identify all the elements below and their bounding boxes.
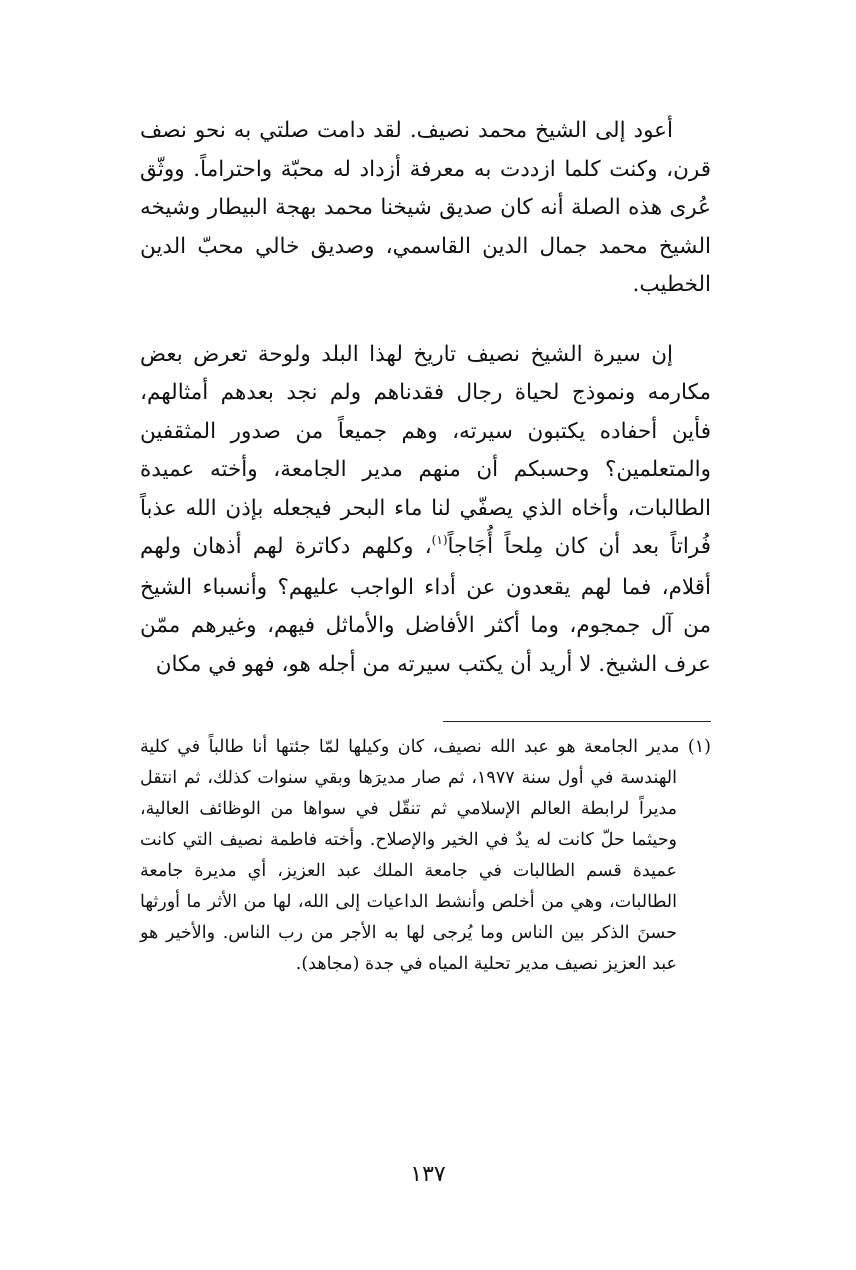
footnote	[140, 732, 711, 980]
paragraph-2-text-before-ref: إن سيرة الشيخ نصيف تاريخ لهذا البلد ولوحة تعرض بعض مكارمه ونموذج لحياة رجال فقدناهم ولم نجد بعدهم أمثالهم، فأين أحفاده يكتبون سيرته، وهم جميعاً من صدور المثقفين والمتعلمين؟ وحسبكم أن منهم مدير الجامعة، وأخته عميدة الطالبات، وأخاه الذي يصفّي لنا ماء البحر فيجعله بإذن الله عذباً فُراتاً بعد أن كان مِلحاً أُجَاجاً	[140, 341, 711, 559]
footnote-separator	[443, 721, 711, 722]
paragraph-2	[140, 336, 711, 685]
page-number: ١٣٧	[410, 1162, 446, 1187]
footnote-marker: (١)	[687, 737, 711, 757]
paragraph-2-text-after-ref: ، وكلهم دكاترة لهم أذهان ولهم أقلام، فما لهم يقعدون عن أداء الواجب عليهم؟ وأنسباء الشيخ من آل جمجوم، وما أكثر الأفاضل والأماثل فيهم، وغيرهم ممّن عرف الشيخ. لا أريد أن يكتب سيرته من أجله هو، فهو في مكان	[140, 534, 711, 677]
footnote-reference[interactable]: (١)	[431, 533, 448, 547]
footnote-text: مدير الجامعة هو عبد الله نصيف، كان وكيلها لمّا جئتها أنا طالباً في كلية الهندسة في أول سنة ١٩٧٧، ثم صار مديرَها وبقي سنوات كذلك، ثم انتقل مديراً لرابطة العالم الإسلامي ثم تنقّل في سواها من الوظائف العالية، وحيثما حلّ كانت له يدٌ في الخير والإصلاح. وأخته فاطمة نصيف التي كانت عميدة قسم الطالبات في جامعة الملك عبد العزيز، أي مديرة جامعة الطالبات، وهي من أخلص وأنشط الداعيات إلى الله، لها من الأثر ما أورثها حسنَ الذكر بين الناس وما يُرجى لها به الأجر من رب الناس. والأخير هو عبد العزيز نصيف مدير تحلية المياه في جدة (مجاهد).	[140, 737, 680, 974]
paragraph-1	[140, 112, 711, 305]
paragraph-1-text: أعود إلى الشيخ محمد نصيف. لقد دامت صلتي به نحو نصف قرن، وكنت كلما ازددت به معرفة أزداد له محبّة واحتراماً. ووثّق عُرى هذه الصلة أنه كان صديق شيخنا محمد بهجة البيطار وشيخه الشيخ محمد جمال الدين القاسمي، وصديق خالي محبّ الدين الخطيب.	[140, 118, 711, 297]
